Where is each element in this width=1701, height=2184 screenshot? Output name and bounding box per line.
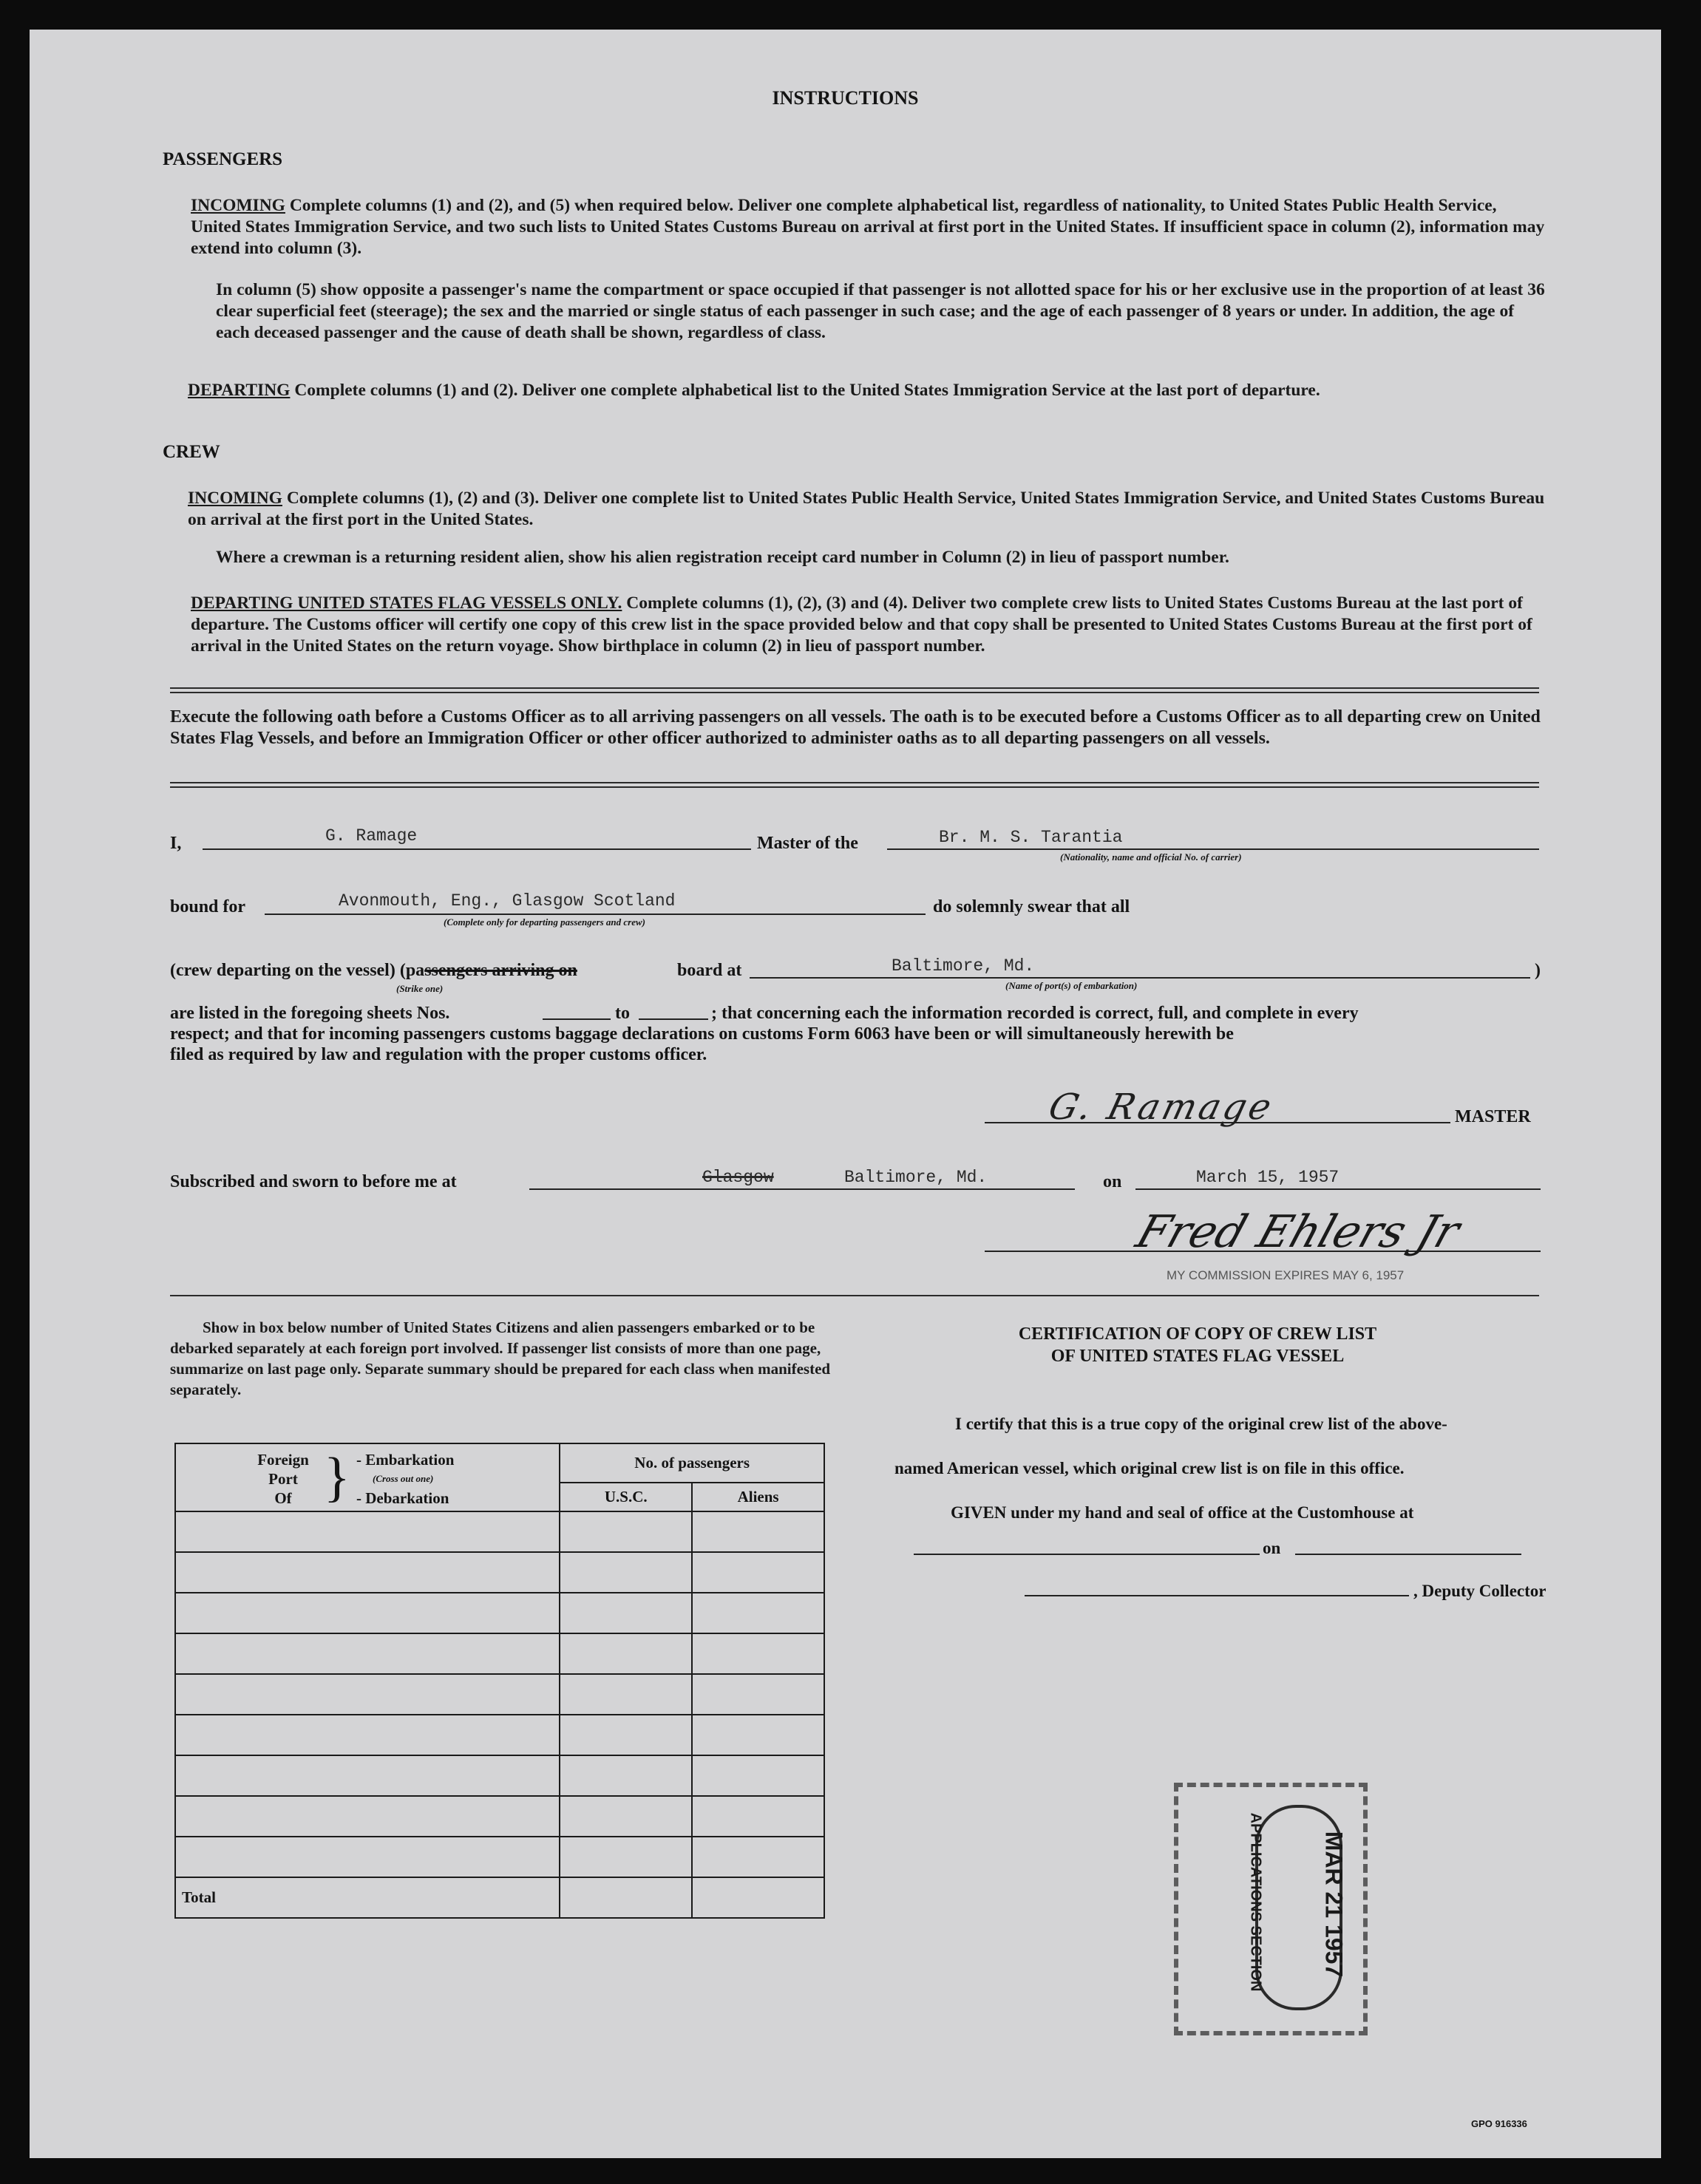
usc-cell[interactable] <box>560 1511 692 1552</box>
bound-for-label: bound for <box>170 897 246 916</box>
certification-title-line-1: CERTIFICATION OF COPY OF CREW LIST <box>1018 1324 1377 1344</box>
usc-total-cell[interactable] <box>560 1877 692 1918</box>
crew-heading: CREW <box>163 442 220 462</box>
port-cell[interactable] <box>175 1674 560 1715</box>
sheet-from-line[interactable] <box>543 1018 611 1020</box>
aliens-cell[interactable] <box>692 1633 824 1674</box>
aliens-cell[interactable] <box>692 1593 824 1633</box>
customhouse-line[interactable] <box>914 1554 1260 1555</box>
port-cell[interactable] <box>175 1796 560 1837</box>
certification-line-1: I certify that this is a true copy of the original crew list of the above- <box>955 1415 1447 1433</box>
divider <box>170 687 1539 689</box>
port-value: Baltimore, Md. <box>892 956 1035 976</box>
port-header-line-3: Of <box>274 1489 292 1507</box>
debarkation-label: - Debarkation <box>356 1489 449 1507</box>
divider <box>170 692 1539 693</box>
usc-header: U.S.C. <box>560 1483 692 1511</box>
summary-instructions: Show in box below number of United States Citizens and alien passengers embarked or to be debarked separately at each foreign port involved. If passenger list consists of more than one page, summarize on last page only. Separate summary should be prepared for each class when manifested separately. <box>170 1319 831 1398</box>
vessel-line[interactable] <box>887 848 1539 850</box>
crew-incoming-label: INCOMING <box>188 489 282 508</box>
no-passengers-header: No. of passengers <box>560 1443 824 1483</box>
aliens-header: Aliens <box>692 1483 824 1511</box>
total-label: Total <box>175 1877 560 1918</box>
passengers-departing-paragraph <box>188 380 1545 401</box>
aliens-cell[interactable] <box>692 1511 824 1552</box>
aliens-cell[interactable] <box>692 1552 824 1593</box>
port-cell[interactable] <box>175 1593 560 1633</box>
usc-cell[interactable] <box>560 1552 692 1593</box>
crew-list-form-page <box>30 30 1661 2158</box>
passengers-incoming-text: Complete columns (1) and (2), and (5) when required below. Deliver one complete alphabetical list, regardless of nationality, to United States Public Health Service, United States Immigration Service, and two such lists to United States Customs Bureau on arrival at first port in the United States. If insufficient space in column (2), information may extend into column (3). <box>191 196 1545 258</box>
oath-instructions: Execute the following oath before a Customs Officer as to all arriving passengers on all vessels. The oath is to be executed before a Customs Officer as to all departing crew on United States Flag Vessels, and before an Immigration Officer or other officer authorized to administer oaths as to all departing passengers on all vessels. <box>170 707 1541 748</box>
port-cell[interactable] <box>175 1715 560 1755</box>
brace-icon: } <box>324 1447 350 1508</box>
vessel-value: Br. M. S. Tarantia <box>939 828 1123 847</box>
port-cell[interactable] <box>175 1511 560 1552</box>
master-label: MASTER <box>1455 1107 1531 1126</box>
usc-cell[interactable] <box>560 1633 692 1674</box>
strike-hint: (Strike one) <box>396 983 444 994</box>
received-stamp <box>1174 1783 1366 2034</box>
crew-departing-text: Complete columns (1), (2), (3) and (4). Deliver two complete crew lists to United States Customs Bureau at the last port of departure. The Customs officer will certify one copy of this crew list in the space provided below and that copy shall be presented to United States Customs Bureau at the first port of arrival in the United States on the return voyage. Show birthplace in column (2) in lieu of passport number. <box>191 593 1532 656</box>
crew-incoming-paragraph <box>188 488 1545 531</box>
port-header-stack <box>250 1450 316 1508</box>
usc-cell[interactable] <box>560 1755 692 1796</box>
commission-stamp: MY COMMISSION EXPIRES MAY 6, 1957 <box>1167 1268 1405 1282</box>
table-row <box>175 1755 824 1796</box>
passengers-incoming-label: INCOMING <box>191 196 285 215</box>
sheet-to-line[interactable] <box>639 1018 708 1020</box>
destination-value: Avonmouth, Eng., Glasgow Scotland <box>339 891 676 911</box>
embark-options <box>356 1450 454 1508</box>
sheets-text-2: ; that concerning each the information recorded is correct, full, and complete in every <box>711 1004 1359 1023</box>
destination-line[interactable] <box>265 914 926 915</box>
swear-label: do solemnly swear that all <box>933 897 1130 916</box>
aliens-cell[interactable] <box>692 1837 824 1877</box>
sworn-date-line[interactable] <box>1135 1188 1541 1190</box>
passenger-summary-table <box>174 1443 825 1919</box>
table-row <box>175 1796 824 1837</box>
port-cell[interactable] <box>175 1837 560 1877</box>
certification-title-line-2: OF UNITED STATES FLAG VESSEL <box>1050 1347 1345 1366</box>
divider <box>170 786 1539 788</box>
crew-incoming-text: Complete columns (1), (2) and (3). Deliver one complete list to United States Public Health Service, United States Immigration Service, and United States Customs Bureau on arrival at the first port in the United States. <box>188 489 1545 529</box>
aliens-cell[interactable] <box>692 1715 824 1755</box>
certification-line-2: named American vessel, which original crew list is on file in this office. <box>894 1459 1405 1477</box>
certification-line-3: GIVEN under my hand and seal of office at the Customhouse at <box>951 1503 1414 1522</box>
aliens-cell[interactable] <box>692 1755 824 1796</box>
certification-date-line[interactable] <box>1295 1554 1521 1555</box>
certification-on-label: on <box>1263 1539 1281 1557</box>
crew-departing-label: DEPARTING UNITED STATES FLAG VESSELS ONLY. <box>191 593 622 613</box>
divider <box>170 1295 1539 1296</box>
on-label: on <box>1103 1172 1122 1191</box>
vessel-hint: (Nationality, name and official No. of carrier) <box>1060 851 1242 863</box>
crew-option-text: (crew departing on the vessel) (pa <box>170 961 425 980</box>
cross-out-hint: (Cross out one) <box>373 1473 434 1484</box>
crew-departing-label <box>170 961 577 981</box>
usc-cell[interactable] <box>560 1674 692 1715</box>
total-row <box>175 1877 824 1918</box>
sworn-place-line[interactable] <box>529 1188 1075 1190</box>
stamp-section: APPLICATIONS SECTION <box>1247 1812 1264 1992</box>
subscribed-label: Subscribed and sworn to before me at <box>170 1172 457 1191</box>
usc-cell[interactable] <box>560 1715 692 1755</box>
deputy-signature-line[interactable] <box>1025 1595 1409 1596</box>
master-name-value: G. Ramage <box>325 826 418 846</box>
port-line[interactable] <box>750 977 1530 979</box>
sheets-text-3: respect; and that for incoming passengers customs baggage declarations on customs Form 6063 have been or will simultaneously herewith be <box>170 1024 1234 1044</box>
table-row <box>175 1674 824 1715</box>
aliens-cell[interactable] <box>692 1796 824 1837</box>
embarkation-label: - Embarkation <box>356 1451 455 1469</box>
table-row <box>175 1633 824 1674</box>
close-paren: ) <box>1535 961 1541 980</box>
passengers-heading: PASSENGERS <box>163 149 283 169</box>
port-cell[interactable] <box>175 1552 560 1593</box>
sworn-date-value: March 15, 1957 <box>1196 1168 1340 1187</box>
port-header-line-1: Foreign <box>257 1451 309 1469</box>
oath-i-label: I, <box>170 834 182 853</box>
crew-resident-paragraph: Where a crewman is a returning resident alien, show his alien registration receipt card number in Column (2) in lieu of passport number. <box>216 548 1229 567</box>
port-column-header <box>175 1443 560 1511</box>
master-signature: G. Ramage <box>1045 1086 1279 1128</box>
port-header-line-2: Port <box>268 1470 298 1488</box>
sheets-label: are listed in the foregoing sheets Nos. <box>170 1004 450 1023</box>
struck-passenger-option: ssengers arriving on <box>424 961 577 980</box>
passengers-departing-label: DEPARTING <box>188 381 291 400</box>
to-label: to <box>615 1004 630 1023</box>
table-row <box>175 1715 824 1755</box>
master-of-label: Master of the <box>757 834 858 853</box>
page-title: INSTRUCTIONS <box>772 87 919 109</box>
table-row <box>175 1837 824 1877</box>
port-hint: (Name of port(s) of embarkation) <box>1005 980 1138 991</box>
divider <box>170 782 1539 783</box>
passengers-departing-text: Complete columns (1) and (2). Deliver one complete alphabetical list to the United States Immigration Service at the last port of departure. <box>294 381 1320 400</box>
port-cell[interactable] <box>175 1755 560 1796</box>
usc-cell[interactable] <box>560 1593 692 1633</box>
passengers-column5-paragraph: In column (5) show opposite a passenger's name the compartment or space occupied if that passenger is not allotted space for his or her exclusive use in the proportion of at least 36 clear superficial feet (steerage); the sex and the married or single status of each passenger in such case; and the age of each passenger of 8 years or under. In addition, the age of each deceased passenger and the cause of death shall be shown, regardless of class. <box>216 280 1545 342</box>
officer-signature: Fred Ehlers Jr <box>1130 1206 1467 1258</box>
certification-title <box>872 1323 1523 1367</box>
sheets-text-4: filed as required by law and regulation with the proper customs officer. <box>170 1045 707 1064</box>
crew-departing-paragraph <box>191 593 1545 657</box>
aliens-cell[interactable] <box>692 1674 824 1715</box>
master-name-line[interactable] <box>203 848 751 850</box>
aboard-label: board at <box>677 961 742 980</box>
destination-hint: (Complete only for departing passengers and crew) <box>444 916 645 928</box>
table-row <box>175 1552 824 1593</box>
sworn-place-value: Baltimore, Md. <box>844 1168 988 1187</box>
stamp-date: MAR 21 1957 <box>1320 1831 1348 1978</box>
gpo-code: GPO 916336 <box>1471 2118 1527 2129</box>
sworn-struck-place: Glasgow <box>702 1168 774 1187</box>
deputy-collector-label: , Deputy Collector <box>1413 1582 1546 1600</box>
usc-cell[interactable] <box>560 1796 692 1837</box>
table-row <box>175 1593 824 1633</box>
table-row <box>175 1511 824 1552</box>
usc-cell[interactable] <box>560 1837 692 1877</box>
port-cell[interactable] <box>175 1633 560 1674</box>
aliens-total-cell[interactable] <box>692 1877 824 1918</box>
passengers-incoming-paragraph <box>191 195 1545 259</box>
